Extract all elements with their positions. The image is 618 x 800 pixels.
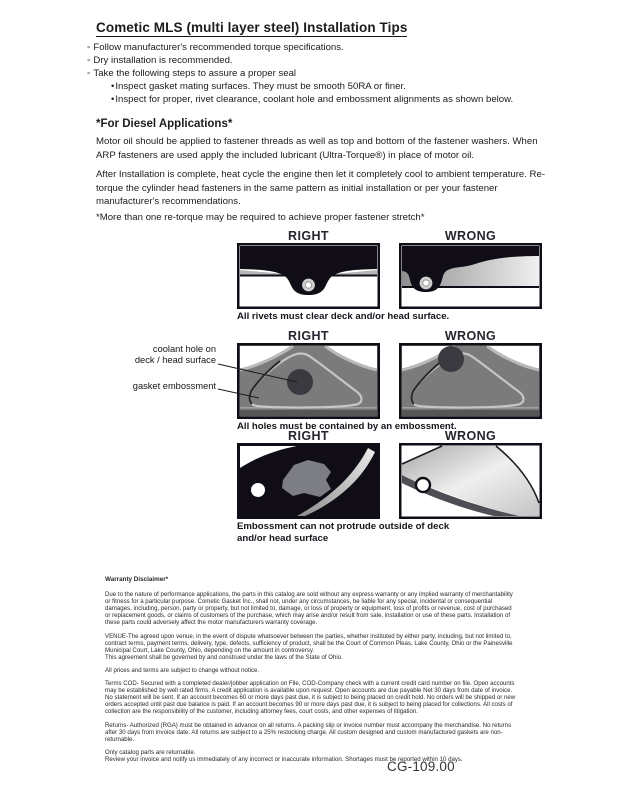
review-invoice-line: Review your invoice and notify us immediately of any incorrect or inaccurate information. Shortages must be reported within 10 days. [105,755,463,763]
protrusion-right-diagram [237,443,380,519]
diesel-paragraph-motor-oil: Motor oil should be applied to fastener threads as well as top and bottom of the fastener washers. When ARP fasteners are used apply the included lubricant (Ultra-Torque®) in place of motor oil. [96,136,538,161]
diagram-row-protrusion [237,429,543,544]
subbullet-alignments: • Inspect for proper, rivet clearance, coolant hole and embossment alignments as shown below. [87,93,562,106]
annotation-gasket-embossment: gasket embossment [132,381,216,391]
right-label: RIGHT [288,229,329,243]
wrong-label: WRONG [444,329,497,343]
catalog-parts-line: Only catalog parts are returnable. [105,748,196,756]
bullet-proper-seal: ◦ Take the following steps to assure a proper seal [87,67,562,80]
warranty-heading: Warranty Disclaimer* [105,576,169,583]
tips-bullet-list [87,41,562,106]
bolt-hole-icon [416,478,430,492]
prices-terms-line: All prices and terms are subject to change without notice. [105,666,260,674]
bullet-torque-specs: ◦ Follow manufacturer's recommended torque specifications. [87,41,562,54]
warranty-disclaimer-section [105,576,518,769]
diesel-applications-heading: *For Diesel Applications* [96,118,233,130]
coolant-hole-wrong-diagram [399,343,542,419]
right-label: RIGHT [288,429,329,443]
bolt-hole-icon [251,483,265,497]
right-label: RIGHT [288,329,329,343]
bullet-dry-install: ◦ Dry installation is recommended. [87,54,562,67]
diesel-paragraph-heat-cycle: After Installation is complete, heat cycle the engine then let it completely cool to ambient temperature. Re-torque the cylinder head fasteners in the same pattern as initial installation or per your fastener manufacturer's recommendations. [96,169,546,207]
diesel-paragraph-retorque-note: *More than one re-torque may be required to achieve proper fastener stretch* [96,212,425,223]
caption-rivets: All rivets must clear deck and/or head surface. [237,311,450,322]
subbullet-mating-surfaces: • Inspect gasket mating surfaces. They must be smooth 50RA or finer. [87,80,562,93]
rivet-right-diagram [237,243,380,309]
caption-protrusion: Embossment can not protrude outside of deck and/or head surface [237,521,450,544]
diagram-row-rivets [237,229,543,323]
annotation-pointer-lines [115,338,315,408]
caption-holes: All holes must be contained by an embossment. [237,421,457,432]
annotation-coolant-hole: coolant hole on deck / head surface [134,344,216,365]
warranty-paragraph: Due to the nature of performance applications, the parts in this catalog are sold without any express warranty or any implied warranty of merchantability or fitness for a particular purpose. Cometic Gasket Inc., shall not, under any circumstances, be liable for any special, incidental or consequential damages, including, person, party or property, but not limited to, damage, or loss of property or equipment, loss of profits or revenue, cost of purchased or replacement goods, or claims of customers of the purchase, which may arise and/or result from sale, installation or use of these parts. Installation of these parts could adversely affect the motor manufacturers warranty coverage. [105,591,513,627]
wrong-label: WRONG [444,429,497,443]
page-code: CG-109.00 [387,759,455,774]
governing-law-line: This agreement shall be governed by and construed under the laws of the State of Ohio. [105,653,343,661]
coolant-hole-icon [438,346,464,372]
protrusion-wrong-diagram [399,443,542,519]
returns-paragraph: Returns- Authorized (RGA) must be obtained in advance on all returns. A packing slip or invoice number must accompany the merchandise. No returns after 30 days from invoice date. All returns are subject to a 25% restocking charge. All custom designed and custom manufactured gaskets are non-returnable. [105,721,512,743]
wrong-label: WRONG [444,229,497,243]
page-title: Cometic MLS (multi layer steel) Installation Tips [96,20,408,35]
terms-cod-paragraph: Terms COD- Secured with a completed dealer/jobber application on File, COD-Company check with a current credit card number on file. Open accounts may be established by well rated firms. A credit application is available upon request. Open accounts are due payable Net 30 days from date of invoice. No statement will be sent. If an account becomes 60 or more days past due, it is subject to being placed on credit hold. No orders will be shipped or new orders accepted until past due balance is paid. If an account becomes 90 or more days past due, it is subject to being placed for collections. All costs of collection are the responsibility of the customer, including attorney fees, court costs, and other expenses of litigation. [105,680,516,716]
rivet-wrong-diagram [399,243,542,309]
venue-paragraph: VENUE-The agreed upon venue, in the event of dispute whatsoever between the parties, whether instituted by either party, including, but not limited to, contract terms, payment terms, delivery, type, defects, sufficiency of product, shall be the Court of Common Pleas, Lake County, Ohio or the Painesville Municipal Court, Lake County, Ohio, depending on the amount in controversy. [105,632,513,654]
